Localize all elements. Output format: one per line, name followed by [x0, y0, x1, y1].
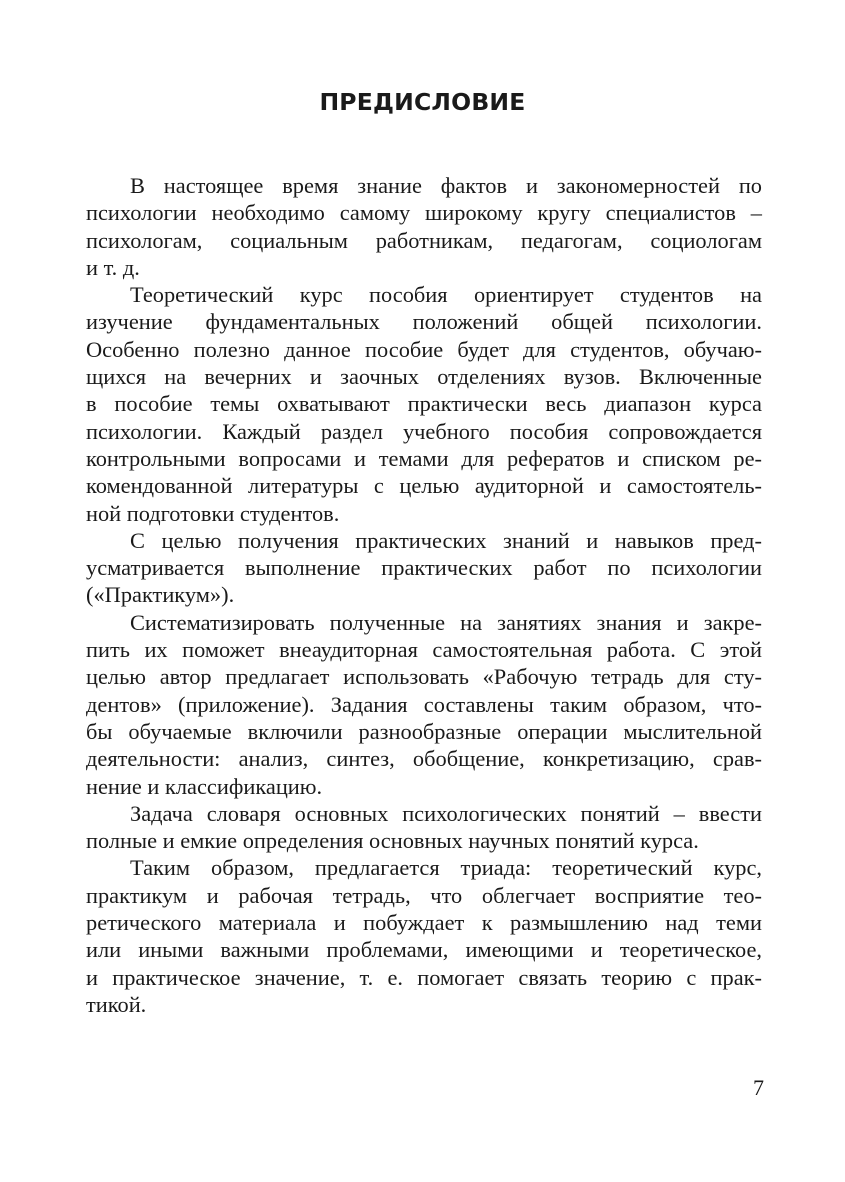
- preface-text: [86, 172, 762, 1018]
- text-line: Теоретический курс пособия ориентирует студентов на: [130, 282, 762, 308]
- text-line: изучение фундаментальных положений общей психологии.: [86, 309, 762, 335]
- paragraph: [86, 172, 762, 281]
- text-line: бы обучаемые включили разнообразные операции мыслительной: [86, 718, 762, 744]
- text-line: психологии. Каждый раздел учебного пособия сопровождается: [86, 418, 762, 444]
- text-line: полные и емкие определения основных научных понятий курса.: [86, 828, 699, 854]
- text-line: ретического материала и побуждает к размышлению над теми: [86, 910, 762, 936]
- text-line: целью автор предлагает использовать «Рабочую тетрадь для сту-: [86, 664, 762, 690]
- text-line: нение и классификацию.: [86, 773, 323, 799]
- text-line: и практическое значение, т. е. помогает связать теорию с прак-: [86, 964, 762, 990]
- text-line: комендованной литературы с целью аудиторной и самостоятель-: [86, 473, 762, 499]
- paragraph: [86, 854, 762, 1018]
- text-line: тикой.: [86, 991, 147, 1017]
- text-line: в пособие темы охватывают практически весь диапазон курса: [86, 391, 762, 417]
- text-line: Задача словаря основных психологических понятий – ввести: [130, 800, 762, 826]
- paragraph: [86, 281, 762, 527]
- text-line: ной подготовки студентов.: [86, 500, 340, 526]
- text-line: и т. д.: [86, 254, 140, 280]
- paragraph: [86, 609, 762, 800]
- text-line: пить их поможет внеаудиторная самостоятельная работа. С этой: [86, 637, 762, 663]
- text-line: щихся на вечерних и заочных отделениях вузов. Включенные: [86, 364, 762, 390]
- text-line: («Практикум»).: [86, 582, 235, 608]
- text-line: контрольными вопросами и темами для рефератов и списком ре-: [86, 445, 762, 471]
- text-line: С целью получения практических знаний и навыков пред-: [130, 527, 762, 553]
- text-line: или иными важными проблемами, имеющими и теоретическое,: [86, 937, 762, 963]
- text-line: Таким образом, предлагается триада: теоретический курс,: [130, 855, 762, 881]
- text-line: Систематизировать полученные на занятиях знания и закре-: [130, 609, 762, 635]
- text-line: психологам, социальным работникам, педагогам, социологам: [86, 227, 762, 253]
- text-line: Особенно полезно данное пособие будет для студентов, обучаю-: [86, 336, 762, 362]
- page-number: 7: [753, 1075, 764, 1100]
- text-line: усматривается выполнение практических работ по психологии: [86, 555, 762, 581]
- text-line: дентов» (приложение). Задания составлены таким образом, что-: [86, 691, 762, 717]
- text-line: практикум и рабочая тетрадь, что облегчает восприятие тео-: [86, 882, 762, 908]
- text-line: деятельности: анализ, синтез, обобщение, конкретизацию, срав-: [86, 746, 762, 772]
- text-line: В настоящее время знание фактов и закономерностей по: [130, 173, 762, 198]
- paragraph: [86, 527, 762, 609]
- paragraph: [86, 800, 762, 855]
- text-line: психологии необходимо самому широкому кругу специалистов –: [86, 200, 762, 226]
- page-title: ПРЕДИСЛОВИЕ: [319, 88, 526, 116]
